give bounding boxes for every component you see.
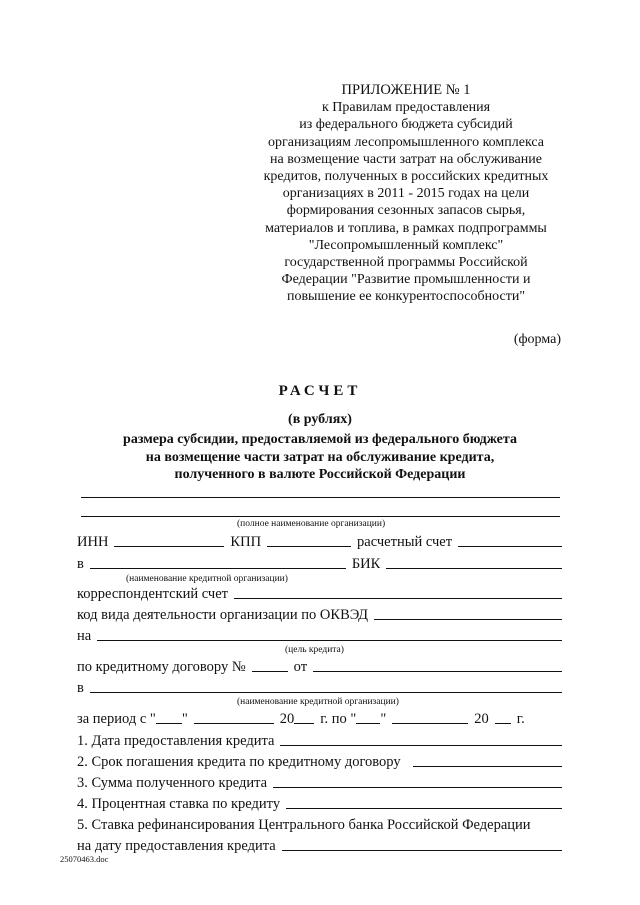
appendix-line: повышение ее конкурентоспособности" [286, 289, 526, 305]
period-quote: " [181, 711, 188, 727]
item-3-label: 3. Сумма полученного кредита [77, 775, 268, 791]
period-quote: " [380, 711, 387, 727]
inn-field[interactable] [114, 545, 224, 547]
okved-field[interactable] [374, 618, 562, 620]
period-from-year-field[interactable] [294, 722, 314, 724]
lender-name-caption: (наименование кредитной организации) [237, 697, 399, 707]
item-4-row [77, 793, 562, 813]
appendix-line: организациях в 2011 - 2015 годах на цели [282, 186, 530, 202]
credit-purpose-label: на [77, 628, 92, 644]
period-year-prefix: 20 [279, 711, 295, 727]
account-field[interactable] [458, 545, 562, 547]
contract-row [77, 656, 562, 676]
appendix-line: кредитов, полученных в российских кредитных [263, 169, 549, 185]
contract-date-label: от [293, 659, 308, 675]
bank-name-field[interactable] [90, 567, 346, 569]
item-2-row [77, 751, 562, 771]
interest-rate-field[interactable] [286, 807, 562, 809]
inn-kpp-account-row [77, 531, 562, 551]
period-from-day-field[interactable] [156, 722, 182, 724]
contract-label: по кредитному договору № [77, 659, 246, 675]
appendix-line: к Правилам предоставления [321, 100, 491, 116]
appendix-line: из федерального бюджета субсидий [299, 117, 513, 133]
credit-purpose-caption: (цель кредита) [285, 645, 344, 655]
appendix-header [250, 82, 562, 306]
item-5-continuation-row [77, 835, 562, 855]
item-5-continuation-label: на дату предоставления кредита [77, 838, 276, 854]
repayment-term-field[interactable] [413, 765, 562, 767]
document-subtitle: (в рублях) [288, 412, 352, 427]
description-line: размера субсидии, предоставляемой из федерального бюджета [123, 432, 517, 447]
description-line: полученного в валюте Российской Федерации [174, 467, 466, 482]
credit-purpose-row [77, 625, 562, 645]
period-row [77, 708, 562, 728]
loan-amount-field[interactable] [273, 786, 562, 788]
account-label: расчетный счет [357, 534, 453, 550]
period-year-suffix: г. [516, 711, 525, 727]
credit-purpose-field[interactable] [97, 639, 562, 641]
item-2-label: 2. Срок погашения кредита по кредитному договору [77, 754, 401, 770]
appendix-line: "Лесопромышленный комплекс" [308, 237, 504, 253]
item-1-label: 1. Дата предоставления кредита [77, 733, 275, 749]
okved-row [77, 604, 562, 624]
lender-name-field[interactable] [90, 691, 562, 693]
loan-date-field[interactable] [280, 744, 562, 746]
corr-account-field[interactable] [234, 597, 562, 599]
lender-prefix-label: в [77, 680, 84, 696]
period-year-prefix: 20 [474, 711, 489, 727]
org-name-caption: (полное наименование организации) [237, 519, 386, 529]
appendix-line: Федерации "Развитие промышленности и [281, 272, 531, 288]
period-to-month-field[interactable] [392, 722, 468, 724]
bank-bik-row [77, 553, 562, 573]
period-from-label: за период с " [77, 711, 156, 727]
appendix-line: на возмещение части затрат на обслуживание [270, 151, 542, 167]
corr-account-row [77, 583, 562, 603]
inn-label: ИНН [77, 534, 109, 550]
appendix-line: формирования сезонных запасов сырья, [286, 203, 526, 219]
bank-prefix-label: в [77, 556, 84, 572]
description-line: на возмещение части затрат на обслуживание кредита, [145, 449, 495, 465]
period-to-year-field[interactable] [495, 722, 511, 724]
appendix-line: материалов и топлива, в рамках подпрограммы [265, 220, 547, 236]
lender-row [77, 677, 562, 697]
kpp-label: КПП [230, 534, 262, 550]
corr-account-label: корреспондентский счет [77, 586, 228, 602]
contract-number-field[interactable] [252, 670, 288, 672]
item-3-row [77, 772, 562, 792]
document-description [60, 431, 580, 484]
form-note: (форма) [513, 332, 561, 347]
okved-label: код вида деятельности организации по ОКВЭД [77, 607, 368, 623]
item-1-row [77, 730, 562, 750]
bik-field[interactable] [386, 567, 562, 569]
org-name-line-1[interactable] [81, 497, 560, 498]
item-4-label: 4. Процентная ставка по кредиту [77, 796, 281, 812]
appendix-line: государственной программы Российской [284, 255, 528, 271]
item-5-label: 5. Ставка рефинансирования Центрального банка Российской Федерации [77, 817, 531, 833]
appendix-line: организациям лесопромышленного комплекса [267, 134, 544, 150]
contract-date-field[interactable] [313, 670, 562, 672]
bik-label: БИК [351, 556, 381, 572]
refinancing-rate-field[interactable] [282, 849, 562, 851]
appendix-heading: ПРИЛОЖЕНИЕ № 1 [341, 82, 471, 98]
item-5-row [77, 814, 562, 834]
kpp-field[interactable] [267, 545, 351, 547]
bank-name-caption: (наименование кредитной организации) [126, 574, 288, 584]
file-name-footer: 25070463.doc [60, 854, 109, 864]
document-title: РАСЧЕТ [278, 383, 362, 399]
org-name-line-2[interactable] [81, 516, 560, 517]
period-from-month-field[interactable] [194, 722, 274, 724]
period-to-label: г. по " [320, 711, 357, 727]
period-to-day-field[interactable] [356, 722, 380, 724]
